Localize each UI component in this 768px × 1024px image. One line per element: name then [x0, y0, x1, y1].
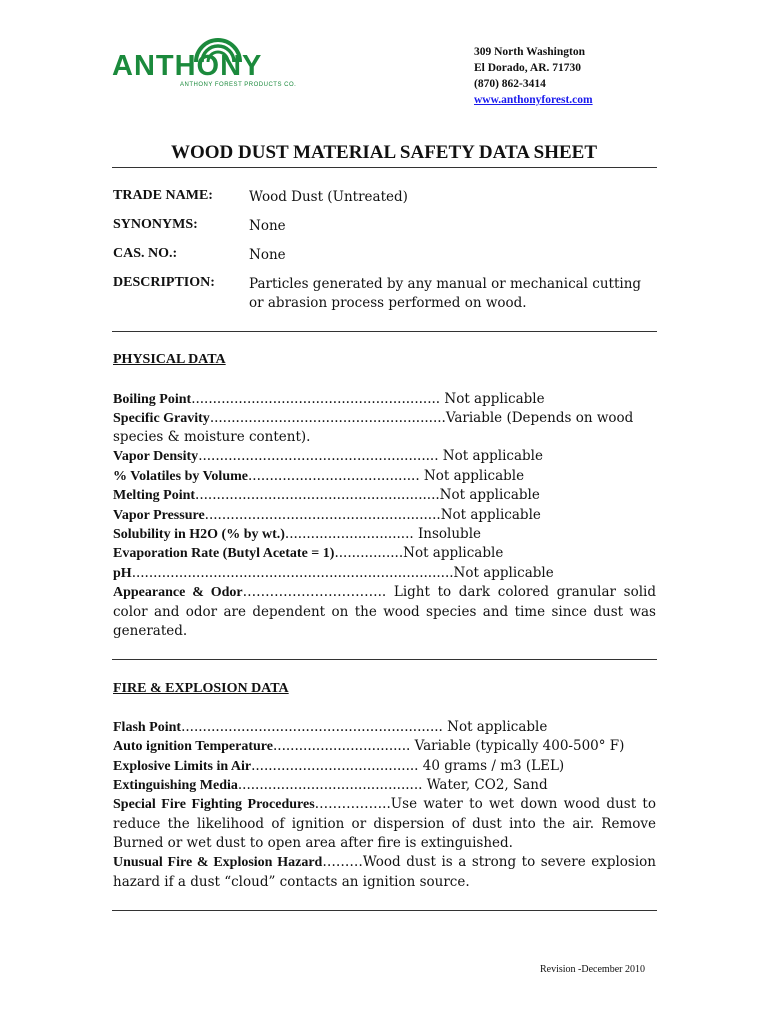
row-label: % Volatiles by Volume	[113, 469, 248, 484]
physical-row	[113, 544, 658, 564]
row-leader: ...........................................	[237, 777, 423, 793]
special-procedures-leader: ……………..	[314, 796, 391, 812]
row-leader: ...........................................................................	[131, 565, 454, 581]
physical-data-heading: PHYSICAL DATA	[113, 352, 226, 367]
row-label: Evaporation Rate (Butyl Acetate = 1)	[113, 546, 335, 561]
row-leader: ..........................................................	[191, 391, 441, 407]
row-label: Extinguishing Media	[113, 778, 238, 793]
fire-row	[113, 776, 658, 796]
trade-name-label: TRADE NAME:	[113, 188, 213, 203]
physical-row	[113, 428, 658, 448]
row-value: 40 grams / m3 (LEL)	[418, 758, 565, 774]
row-label: Melting Point	[113, 488, 196, 503]
row-value: Not applicable	[439, 487, 540, 503]
row-label: Solubility in H2O (% by wt.)	[113, 527, 285, 542]
section-divider	[112, 910, 657, 911]
title-divider	[112, 167, 657, 168]
appearance-text: Light to dark colored granular solid color and odor are dependent on the wood species and time since dust was generated.	[113, 584, 656, 639]
row-leader: ................	[334, 545, 404, 561]
row-value: Insoluble	[413, 526, 482, 542]
description-value: Particles generated by any manual or mechanical cutting or abrasion process performed on wood.	[249, 276, 642, 311]
logo-tagline: ANTHONY FOREST PRODUCTS CO.	[180, 82, 297, 88]
synonyms-label: SYNONYMS:	[113, 217, 198, 232]
row-value: Not applicable	[440, 391, 545, 407]
row-leader: ..............................	[284, 526, 414, 542]
appearance-label: Appearance & Odor	[113, 585, 243, 600]
row-leader: ................................	[272, 738, 411, 754]
website-link[interactable]: www.anthonyforest.com	[474, 94, 593, 106]
row-leader: ........................................................	[198, 448, 439, 464]
physical-row	[113, 390, 658, 410]
row-label: Auto ignition Temperature	[113, 739, 273, 754]
address-street: 309 North Washington	[474, 46, 585, 58]
physical-row	[113, 409, 658, 429]
section-divider	[112, 659, 657, 660]
row-value: Not applicable	[403, 545, 504, 561]
physical-row	[113, 525, 658, 545]
row-label: Specific Gravity	[113, 411, 210, 426]
document-title: WOOD DUST MATERIAL SAFETY DATA SHEET	[170, 142, 597, 163]
appearance-odor-paragraph	[113, 583, 656, 642]
section-divider	[112, 331, 657, 332]
row-leader: .............................................................	[181, 719, 443, 735]
unusual-hazard-text: Wood dust is a strong to severe explosion hazard if a dust “cloud” contacts an ignition source.	[113, 854, 657, 890]
row-label: Flash Point	[113, 720, 182, 735]
row-value: Not applicable	[453, 565, 554, 581]
row-value: Not applicable	[438, 448, 543, 464]
cas-no-label: CAS. NO.:	[113, 246, 178, 261]
logo-wordmark: ANTHONY	[112, 50, 263, 82]
row-leader: .......................................	[251, 758, 419, 774]
row-value: Variable (typically 400-500° F)	[410, 738, 625, 754]
physical-row	[113, 486, 658, 506]
row-leader: .......................................................	[209, 410, 446, 426]
row-label: Vapor Pressure	[113, 508, 205, 523]
special-procedures-text: Use water to wet down wood dust to reduce the likelihood of ignition or dispersion of dust into the air. Remove Burned or wet dust to open area after fire is extinguished.	[113, 796, 656, 851]
fire-row	[113, 718, 658, 738]
unusual-hazard-leader: ………	[322, 854, 363, 870]
row-value: Not applicable	[442, 719, 548, 735]
row-value: Water, CO2, Sand	[422, 777, 548, 793]
row-value: Variable (Depends on wood	[445, 410, 634, 426]
physical-row	[113, 506, 658, 526]
row-label: pH	[113, 566, 132, 581]
row-leader: .......................................................	[204, 507, 441, 523]
trade-name-value: Wood Dust (Untreated)	[249, 189, 408, 205]
row-leader: ........................................	[247, 468, 420, 484]
special-procedures-label: Special Fire Fighting Procedures	[113, 797, 315, 812]
physical-row	[113, 467, 658, 487]
fire-row	[113, 737, 658, 757]
row-label: Vapor Density	[113, 449, 199, 464]
row-leader: .........................................................	[195, 487, 440, 503]
address-city: El Dorado, AR. 71730	[474, 62, 582, 74]
address-phone: (870) 862-3414	[474, 78, 546, 90]
physical-row	[113, 564, 658, 584]
fire-row	[113, 757, 658, 777]
synonyms-value: None	[249, 218, 286, 234]
cas-no-value: None	[249, 247, 286, 263]
special-procedures-paragraph	[113, 795, 656, 854]
row-label: Boiling Point	[113, 392, 192, 407]
appearance-leader: …………………………..	[242, 584, 387, 600]
row-value: species & moisture content).	[113, 429, 311, 445]
row-label: Explosive Limits in Air	[113, 759, 252, 774]
fire-explosion-heading: FIRE & EXPLOSION DATA	[113, 681, 289, 696]
company-logo	[112, 38, 297, 103]
row-value: Not applicable	[419, 468, 525, 484]
revision-date: Revision -December 2010	[540, 964, 645, 975]
physical-row	[113, 447, 658, 467]
unusual-hazard-label: Unusual Fire & Explosion Hazard	[113, 855, 323, 870]
description-label: DESCRIPTION:	[113, 275, 215, 290]
row-value: Not applicable	[440, 507, 541, 523]
unusual-hazard-paragraph	[113, 853, 656, 892]
